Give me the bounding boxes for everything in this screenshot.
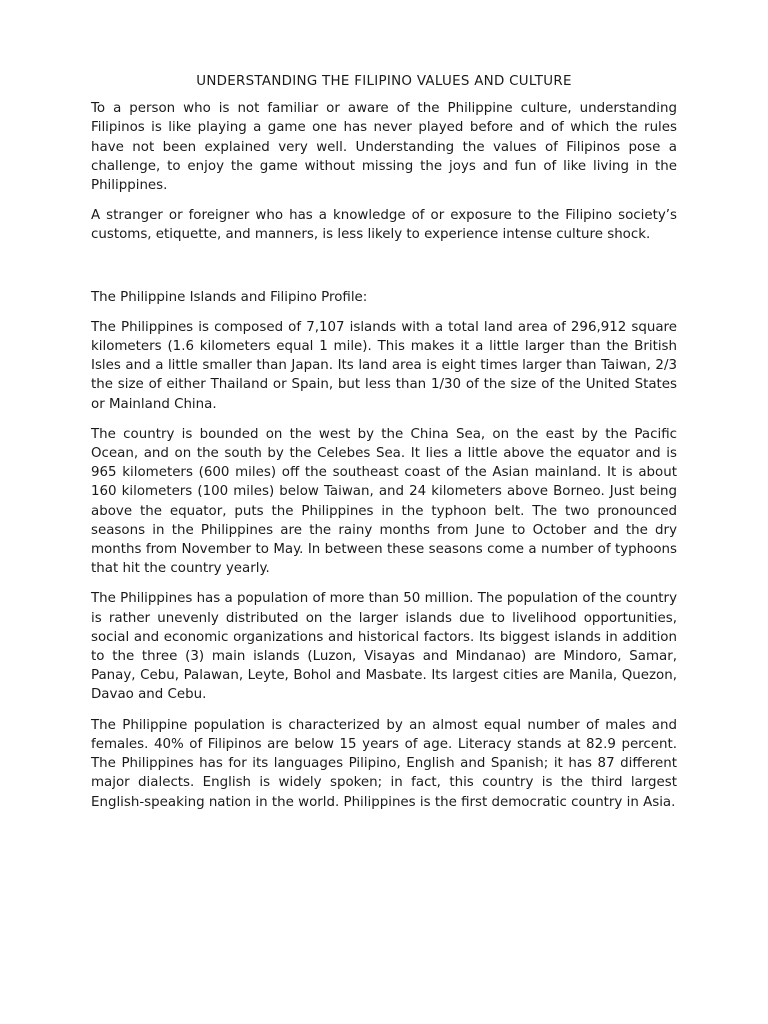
- body-paragraph-3: The Philippines has a population of more than 50 million. The population of the country is rather unevenly distributed on the larger islands due to livelihood opportunities, social and economic organizations and historical factors. Its biggest islands in addition to the three (3) main islands (Luzon, Visayas and Mindanao) are Mindoro, Samar, Panay, Cebu, Palawan, Leyte, Bohol and Masbate. Its largest cities are Manila, Quezon, Davao and Cebu.: [91, 591, 677, 703]
- body-paragraph-4: The Philippine population is characterized by an almost equal number of males and females. 40% of Filipinos are below 15 years of age. Literacy stands at 82.9 percent. The Philippines has for its languages Pilipino, English and Spanish; it has 87 different major dialects. English is widely spoken; in fact, this country is the third largest English-speaking nation in the world. Philippines is the first democratic country in Asia.: [91, 717, 677, 810]
- document-body: [91, 72, 677, 823]
- intro-paragraph-2: A stranger or foreigner who has a knowledge of or exposure to the Filipino society’s customs, etiquette, and manners, is less likely to experience intense culture shock.: [91, 208, 677, 243]
- document-title: UNDERSTANDING THE FILIPINO VALUES AND CULTURE: [196, 74, 572, 89]
- paragraph-spacer: [91, 256, 677, 288]
- intro-paragraph-1: To a person who is not familiar or aware of the Philippine culture, understanding Filipinos is like playing a game one has never played before and of which the rules have not been explained very well. Understanding the values of Filipinos pose a challenge, to enjoy the game without missing the joys and fun of like living in the Philippines.: [91, 101, 677, 194]
- section-heading: The Philippine Islands and Filipino Profile:: [91, 289, 368, 305]
- body-paragraph-2: The country is bounded on the west by the China Sea, on the east by the Pacific Ocean, and on the south by the Celebes Sea. It lies a little above the equator and is 965 kilometers (600 miles) off the southeast coast of the Asian mainland. It is about 160 kilometers (100 miles) below Taiwan, and 24 kilometers above Borneo. Just being above the equator, puts the Philippines in the typhoon belt. The two pronounced seasons in the Philippines are the rainy months from June to October and the dry months from November to May. In between these seasons come a number of typhoons that hit the country yearly.: [91, 426, 677, 577]
- body-paragraph-1: The Philippines is composed of 7,107 islands with a total land area of 296,912 square kilometers (1.6 kilometers equal 1 mile). This makes it a little larger than the British Isles and a little smaller than Japan. Its land area is eight times larger than Taiwan, 2/3 the size of either Thailand or Spain, but less than 1/30 of the size of the United States or Mainland China.: [91, 319, 677, 412]
